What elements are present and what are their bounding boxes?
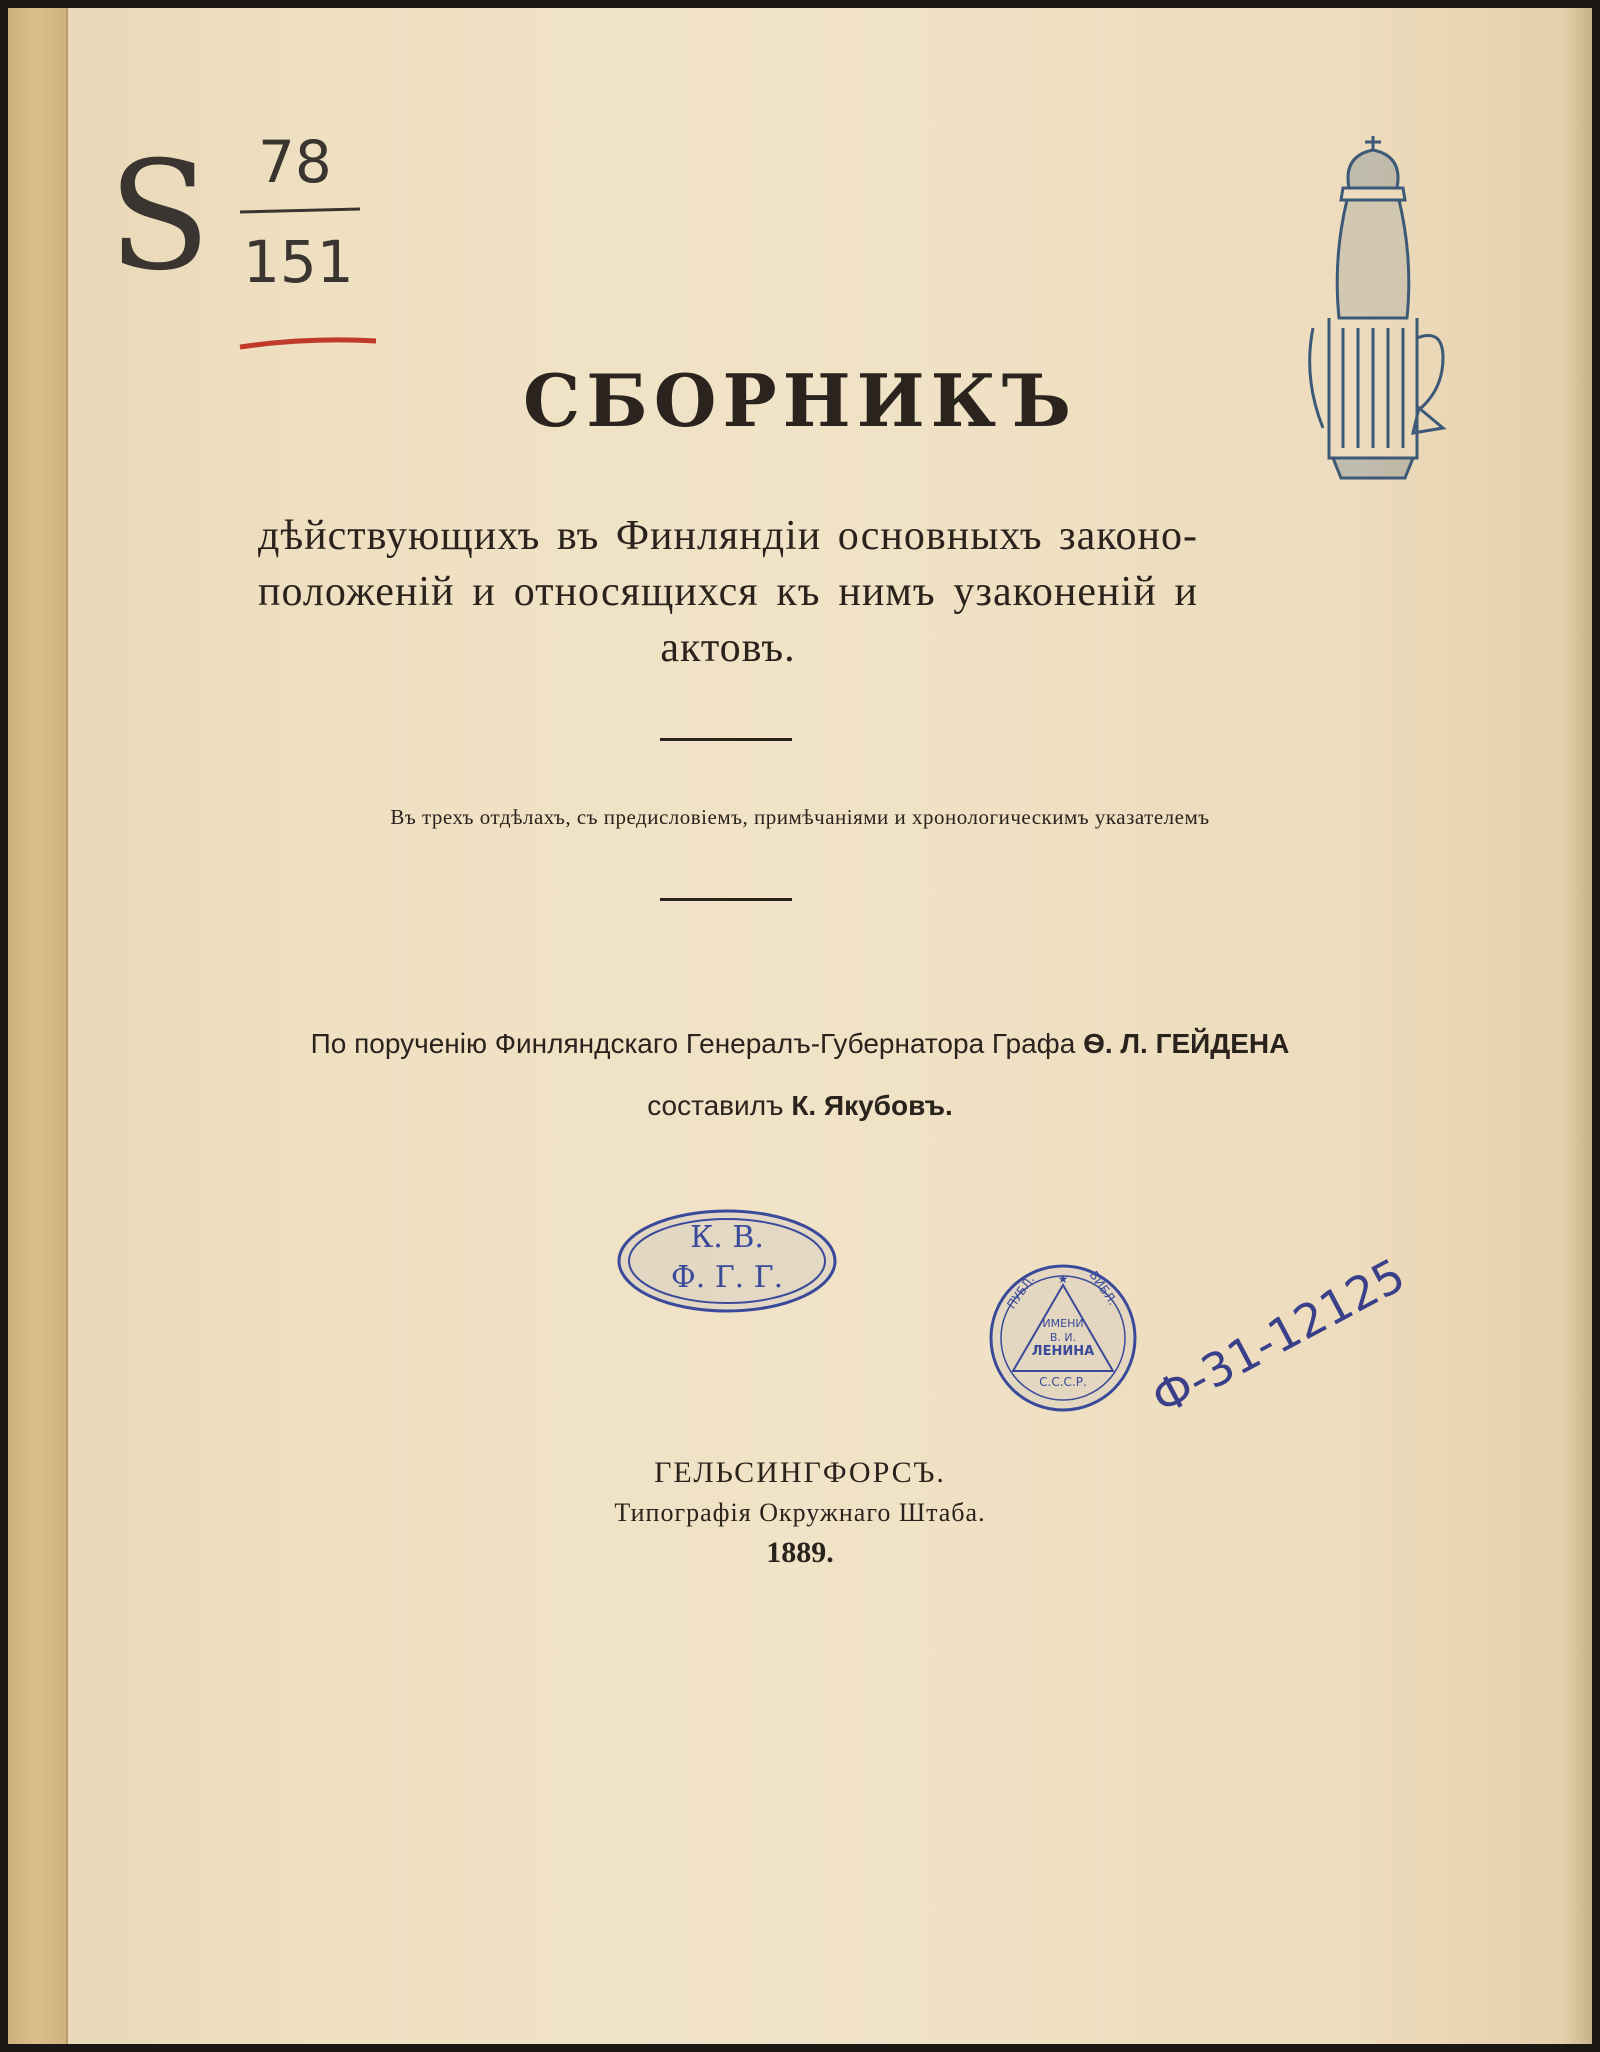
page-edge-shadow bbox=[1562, 8, 1592, 2044]
page-title: СБОРНИКЪ bbox=[522, 358, 1078, 443]
subtitle bbox=[258, 508, 1198, 676]
imprint-year: 1889. bbox=[766, 1536, 834, 1569]
book-page bbox=[8, 8, 1592, 2044]
red-underline-mark bbox=[238, 333, 378, 353]
compiler-name: К. Якубовъ. bbox=[791, 1090, 953, 1121]
sections-note: Въ трехъ отдѣлахъ, съ предисловіемъ, примѣчаніями и хронологическимъ указателемъ bbox=[390, 805, 1210, 829]
inventory-number: Ф-31-12125 bbox=[1143, 1247, 1414, 1426]
divider-rule-bottom bbox=[660, 898, 792, 901]
oval-stamp-line-2: Ф. Г. Г. bbox=[670, 1260, 784, 1295]
round-stamp-mid-1: ИМЕНИ bbox=[1042, 1317, 1084, 1330]
commission-line bbox=[8, 1028, 1592, 1060]
oval-library-stamp bbox=[616, 1208, 838, 1314]
shelfmark-fraction-line bbox=[238, 206, 363, 218]
binding-strip bbox=[8, 8, 68, 2044]
commission-prefix: По порученію Финляндскаго Генералъ-Губернатора Графа bbox=[310, 1028, 1076, 1059]
round-stamp-top-left: ПУБЛ. bbox=[1004, 1272, 1038, 1312]
divider-rule-top bbox=[660, 738, 792, 741]
oval-stamp-line-1: К. В. bbox=[690, 1220, 764, 1255]
round-stamp-mid-3: ЛЕНИНА bbox=[1031, 1344, 1095, 1359]
subtitle-line-3: актовъ. bbox=[660, 625, 796, 671]
subtitle-line-2: положеній и относящихся къ нимъ узаконеній и bbox=[258, 569, 1198, 615]
compiler-line bbox=[8, 1090, 1592, 1122]
imprint-city: ГЕЛЬСИНГФОРСЪ. bbox=[654, 1456, 946, 1489]
shelfmark-number-bottom: 151 bbox=[243, 228, 354, 296]
round-stamp-bottom: С.С.С.Р. bbox=[1039, 1375, 1087, 1389]
shelfmark-number-top: 78 bbox=[258, 128, 332, 196]
compiler-prefix: составилъ bbox=[647, 1090, 784, 1121]
subtitle-line-1: дѣйствующихъ въ Финляндіи основныхъ законо- bbox=[258, 513, 1198, 559]
handwritten-shelfmark bbox=[108, 128, 388, 368]
round-library-stamp bbox=[988, 1263, 1138, 1413]
shelfmark-letter: S bbox=[108, 130, 211, 304]
round-stamp-top-right: БИБЛ. bbox=[1086, 1268, 1120, 1308]
governor-name: Ѳ. Л. ГЕЙДЕНА bbox=[1083, 1028, 1290, 1059]
round-stamp-mid-2: В. И. bbox=[1049, 1331, 1077, 1344]
imprint-printer: Типографія Окружнаго Штаба. bbox=[614, 1498, 986, 1527]
svg-text:★: ★ bbox=[1057, 1272, 1069, 1286]
